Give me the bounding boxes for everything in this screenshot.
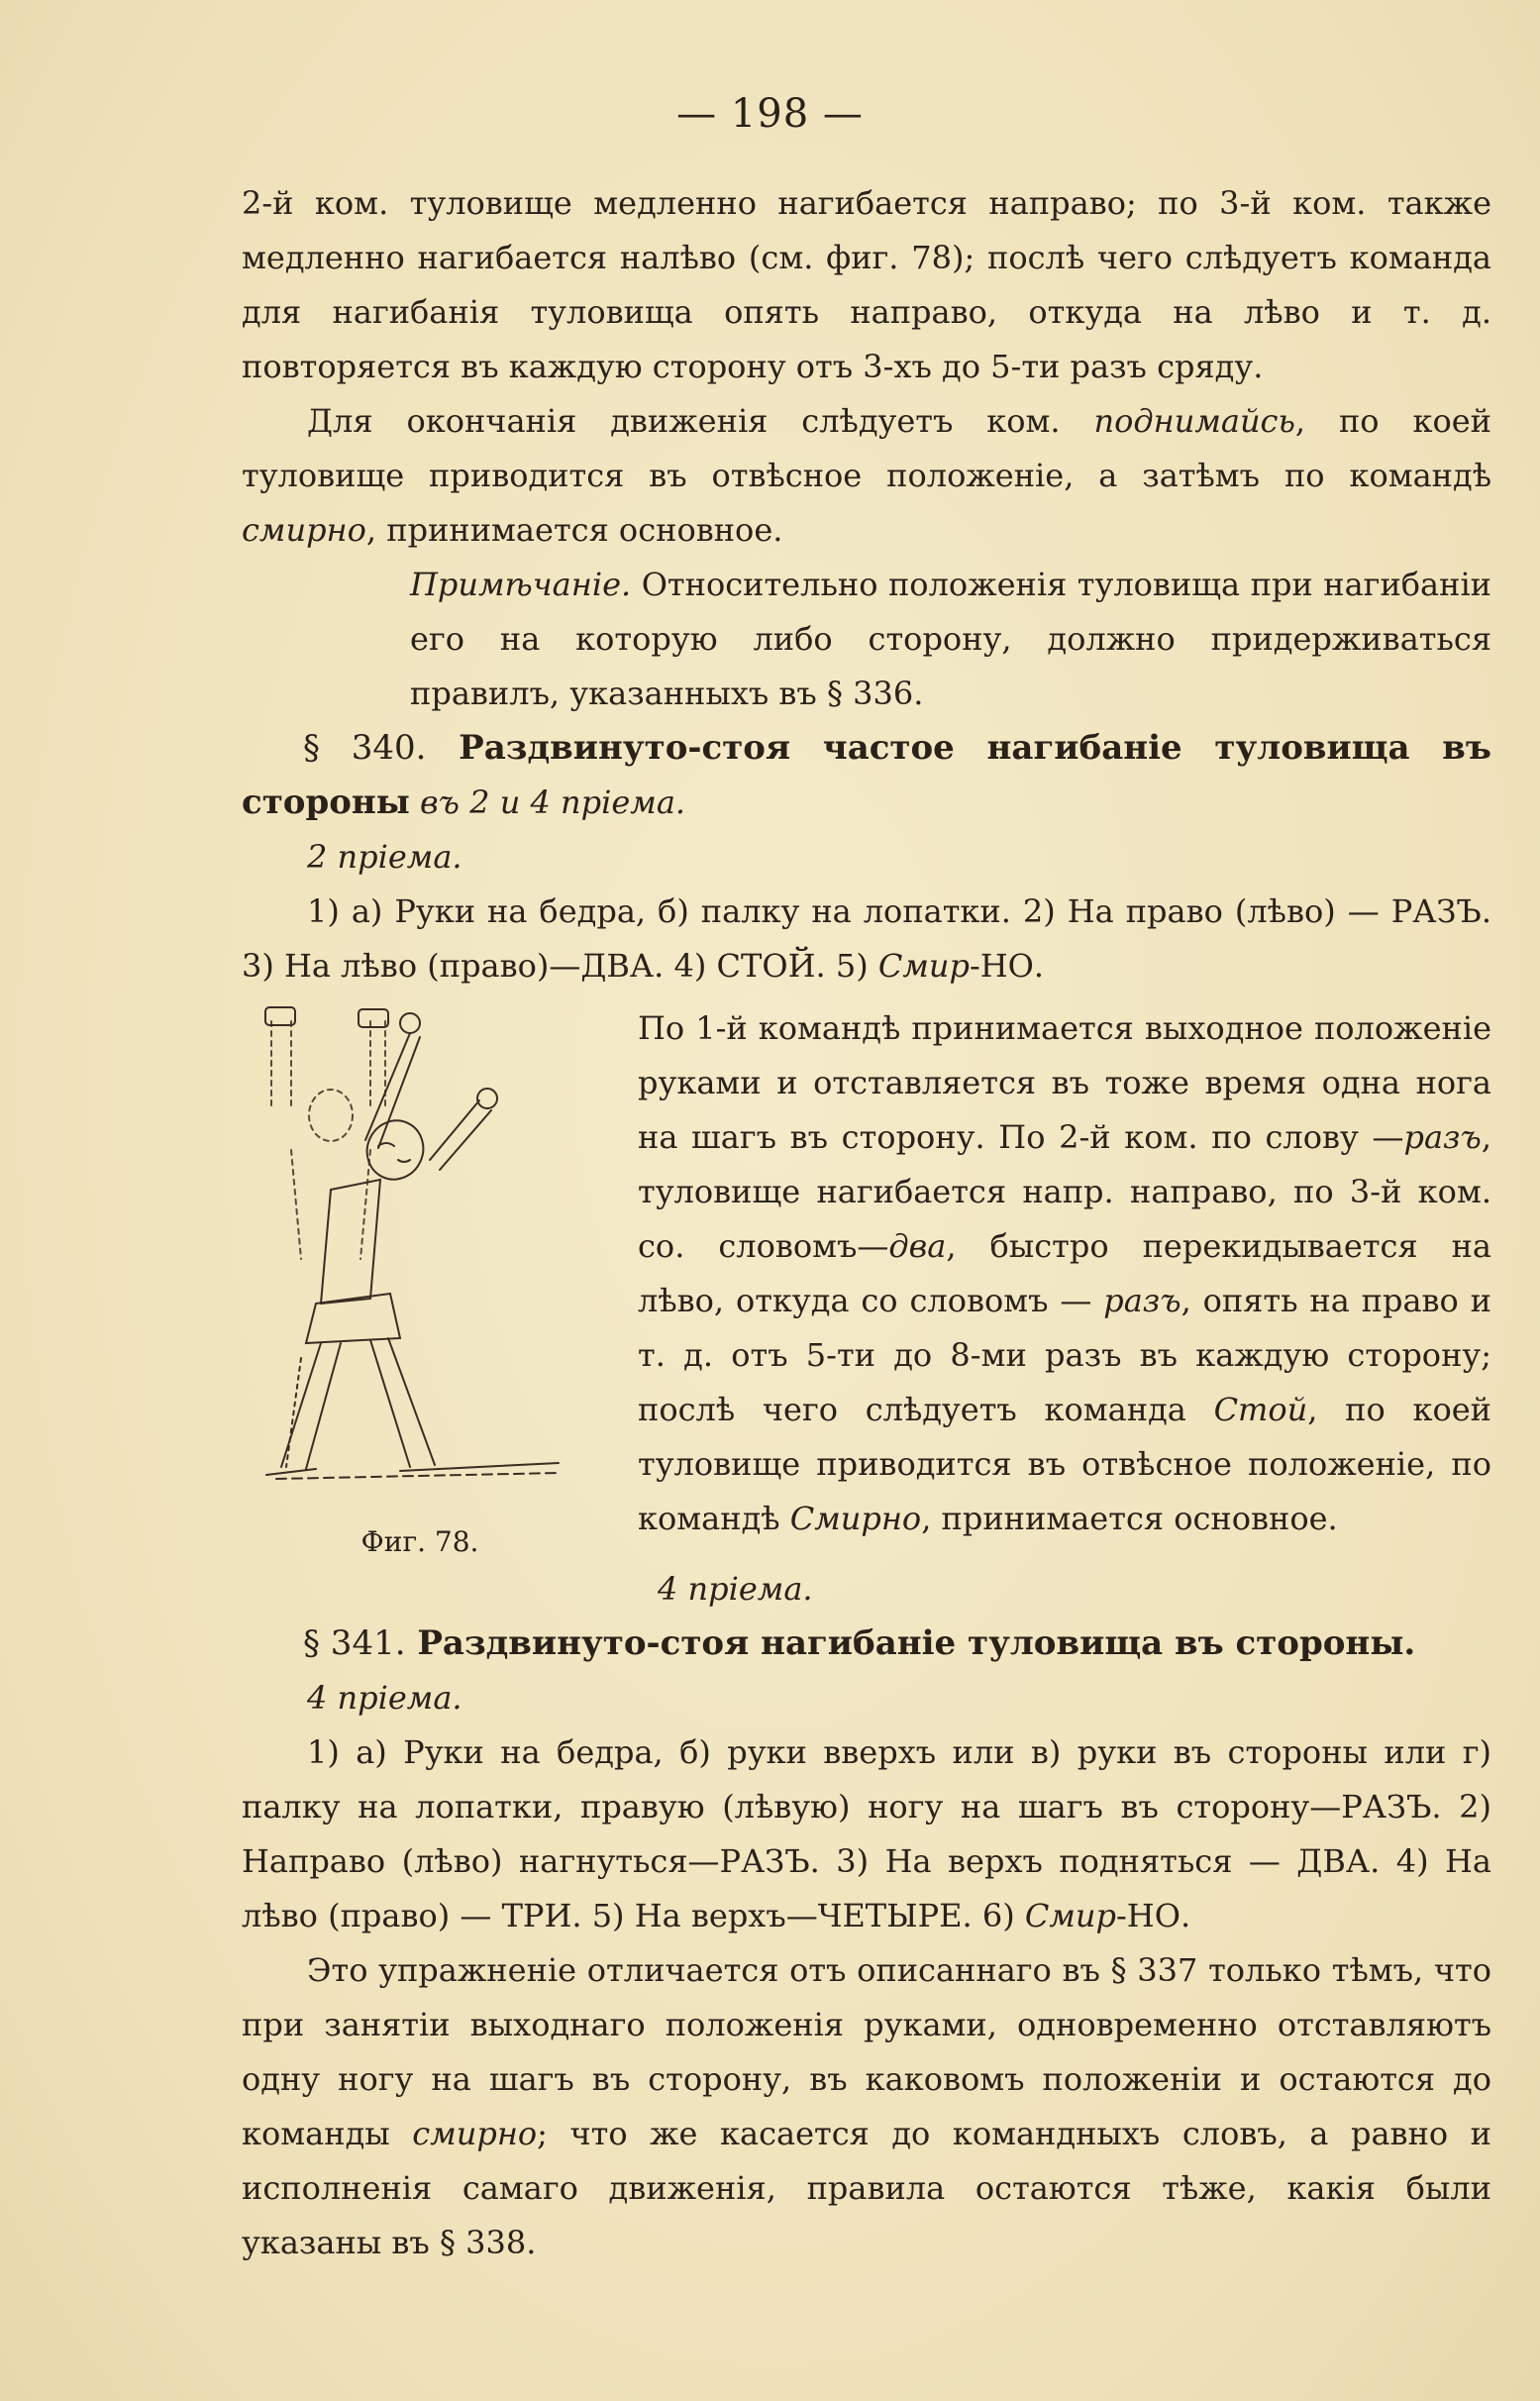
commands: 1) а) Руки на бедра, б) руки вверхъ или в) руки въ стороны или г) палку на лопатки, правую (лѣвую) ногу на шагъ въ сторону—РАЗЪ. 2) Направо (лѣво) нагнуться—РАЗЪ. 3) На верхъ подняться — ДВА. 4) На лѣво (право) — ТРИ. 5) На верхъ—ЧЕТЫРЕ. 6) Смир-НО. [242, 1733, 1491, 1934]
page-body [242, 176, 1491, 2270]
figure-row [242, 1001, 1491, 1562]
subheading: 4 пріема. [658, 1570, 813, 1608]
paragraph: Это упражненіе отличается отъ описаннаго въ § 337 только тѣмъ, что при занятіи выходнаго положенія руками, одновременно отставляютъ одну ногу на шагъ въ сторону, въ каковомъ положеніи и остаются до команды смирно; что же касается до командныхъ словъ, а равно и исполненія самаго движенія, правила остаются тѣже, какія были указаны въ § 338. [242, 1951, 1492, 2261]
section-number: § 340. [303, 728, 427, 768]
section-number: § 341. [303, 1623, 406, 1663]
paragraph-continuation: 2-й ком. туловище медленно нагибается направо; по 3-й ком. также медленно нагибается налѣво (см. фиг. 78); послѣ чего слѣдуетъ команда для нагибанія туловища опять направо, откуда на лѣво и т. д. повторяется въ каждую сторону отъ 3-хъ до 5-ти разъ сряду. [242, 184, 1491, 385]
commands: 1) а) Руки на бедра, б) палку на лопатки. 2) На право (лѣво) — РАЗЪ. 3) На лѣво (право)—ДВА. 4) СТОЙ. 5) Смир-НО. [242, 892, 1491, 985]
figure-side-text: По 1-й командѣ принимается выходное положеніе руками и отставляется въ тоже время одна нога на шагъ въ сторону. По 2-й ком. по слову —разъ, туловище нагибается напр. направо, по 3-й ком. со. словомъ—два, быстро перекидывается на лѣво, откуда со словомъ — разъ, опять на право и т. д. отъ 5-ти до 8-ми разъ въ каждую сторону; послѣ чего слѣдуетъ команда Стой, по коей туловище приводится въ отвѣсное положеніе, по командѣ Смирно, принимается основное. [638, 1009, 1492, 1537]
paragraph-ending: Для окончанія движенія слѣдуетъ ком. поднимайсь, по коей туловище приводится въ отвѣсное положеніе, а затѣмъ по командѣ смирно, принимается основное. [242, 402, 1491, 549]
note: Примѣчаніе. Относительно положенія туловища при нагибаніи его на которую либо сторону, должно придерживаться правилъ, указанныхъ въ § 336. [410, 566, 1491, 712]
figure-caption: Фиг. 78. [360, 1525, 479, 1558]
figure [242, 1001, 598, 1562]
page-number: — 198 — [676, 91, 864, 137]
gymnast-illustration [261, 1001, 578, 1516]
subheading: 2 пріема. [307, 838, 462, 876]
command-word: поднимайсь [1093, 402, 1295, 440]
section-340-heading: § 340. Раздвинуто-стоя частое нагибаніе туловища въ стороны въ 2 и 4 пріема. [242, 728, 1492, 822]
section-title: Раздвинуто-стоя нагибаніе туловища въ стороны. [405, 1623, 1416, 1663]
section-341-heading [242, 1617, 1491, 1671]
note-label: Примѣчаніе. [410, 566, 632, 603]
section-title: Раздвинуто-стоя частое нагибаніе туловища въ стороны [242, 728, 1492, 822]
subheading: 4 пріема. [307, 1679, 462, 1717]
command-word: смирно [242, 511, 366, 549]
